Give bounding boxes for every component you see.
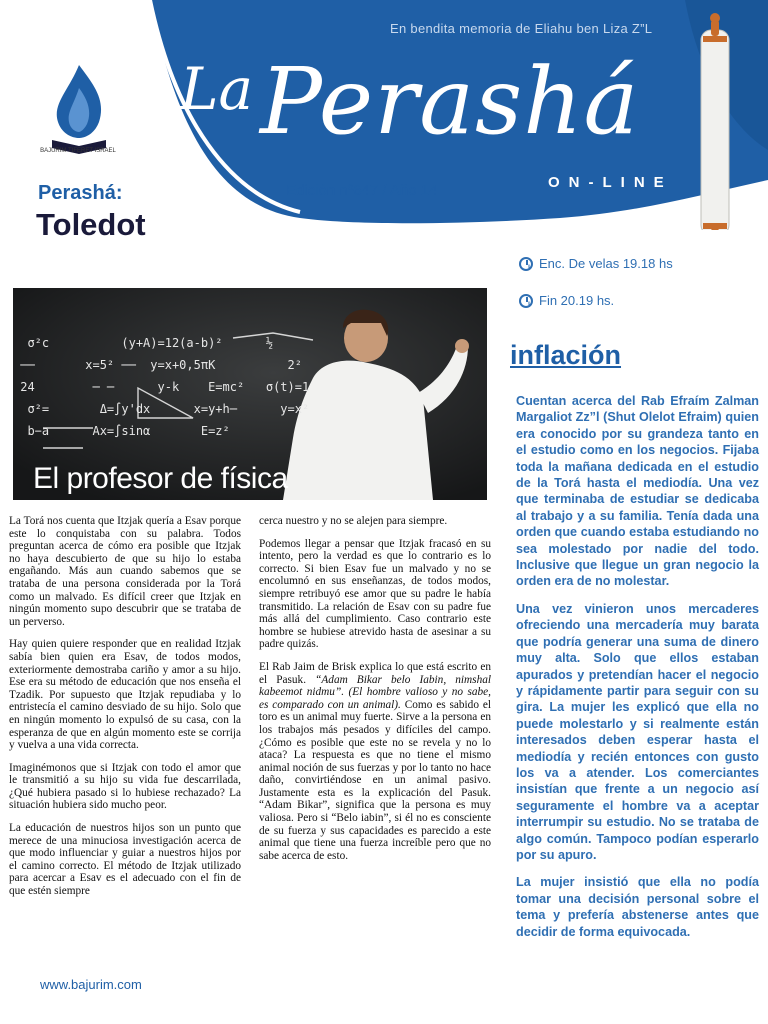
blackboard-formulas: σ²c (y+A)=12(a-b)² ½ ── x=5² ── y=x+0,5πK 2² 24 ─ ─ y-k E=mc² σ(t)=1 σ²= Δ=∫y'dx x=y+h─ y=x² b−a Ax=∫sinα E=z² <box>20 336 310 438</box>
perasha-label: Perashá: <box>38 182 123 204</box>
paragraph: Cuentan acerca del Rab Efraím Zalman Margaliot Zz”l (Shut Olelot Efraim) quien era conocido por su grandeza tanto en el estudio como en los negocios. Fijaba toda la mañana dedicada en el estudio de la Torá hasta el mediodía. Una vez que terminaba de estudiar se dedicaba al trabajo y a su familia. Tenía dada una orden que cuando estaba estudiando no sea molestado por nadie del todo. Inclusive que llegue un gran negocio la orden era de no molestar. <box>516 394 759 589</box>
edition-info: Edición nº647 / Año 14 <box>286 182 438 199</box>
candle-lighting-time <box>519 256 673 271</box>
side-article-body <box>516 393 759 951</box>
paragraph: La educación de nuestros hijos son un punto que merece de una minuciosa investigación acerca de que modo influenciar y guiar a nuestros hijos por el camino correcto. El método de Itzjak utilizado para acercar a Esav es el adecuado con el fin de que estén siempre <box>9 822 241 898</box>
paragraph: Una vez vinieron unos mercaderes ofreciendo una mercadería muy barata que podría generar una suma de dinero muy alta. Solo que ellos estaban apurados y pretendían hacer el negocio y rápidamente partir para seguir con su gira. La mujer les explicó que ella no puede molestarlo y si realmente están interesados deben esperar hasta el mediodía y recién entonces con gusto los va a atender. Los comerciantes insistían que frente a un negocio así seguramente el hombre va a aceptar interrumpir su estudio. No se trataba de algo común. Tampoco podían esperarlo por su apuro. <box>516 601 759 862</box>
online-label: ON-LINE <box>548 174 673 191</box>
clock-icon <box>519 257 533 271</box>
website-link[interactable]: www.bajurim.com <box>40 977 142 992</box>
article-column-1 <box>9 515 241 908</box>
paragraph: cerca nuestro y no se alejen para siempre. <box>259 515 448 527</box>
logo-la: La <box>180 55 254 123</box>
paragraph-text: Como es sabido el toro es un animal muy fuerte. Sirve a la persona en los trabajos más pesados y difíciles del campo. ¿Cómo es posible que este no se revela y no lo ataca? La respuesta es que no tiene el mismo animal noción de sus fuerzas y por lo tanto no hace daño, convirtiéndose en un animal pasivo. Justamente esta es la explicación del Pasuk. “Adam Bikar”, significa que la persona es muy valiosa. Pero si “Belo iabin”, si él no es consciente de su fuerza y sus capacidades es parecido a este animal que tiene una fuerza increíble pero que no sabe acerca de esto. <box>259 698 491 862</box>
quote-text: “Adam Bikar belo Iabin, nimshal kabeemot nidmu”. (El hombre valioso y no sabe, es comparado con un animal). <box>259 673 491 711</box>
paragraph: Imaginémonos que si Itzjak con todo el amor que le transmitió a su hijo su vida fue descarrilada, ¿Qué hubiera pasado si lo hubiese rechazado? La situación hubiera sido mucho peor. <box>9 761 241 812</box>
shabbat-end-text: Fin 20.19 hs. <box>539 293 615 308</box>
shabbat-end-time <box>519 293 614 308</box>
dedication-text: En bendita memoria de Eliahu ben Liza Z”L <box>390 21 653 36</box>
logo-perasha: Perashá <box>260 48 640 155</box>
photo-title: El profesor de física <box>33 462 288 495</box>
flame-logo-icon <box>44 60 114 155</box>
side-article-title: inflación <box>510 340 622 370</box>
paragraph: Hay quien quiere responder que en realidad Itzjak sabía bien quien era Esav, de todos modos, exteriormente demostraba cariño y amor a su hijo. Ese era su método de educación que nos enseña el Tzadik. Por supuesto que Itzjak repudiaba y lo entristecía el camino desviado de su hijo. Solo que en ningún momento lo expulsó de su casa, con la esperanza de que en algún momento este se corrija y vuelva a una vida correcta. <box>9 638 241 752</box>
perasha-name: Toledot <box>36 207 146 242</box>
article-column-2 <box>259 515 491 872</box>
paragraph: La Torá nos cuenta que Itzjak quería a Esav porque este lo conquistaba con su palabra. Todos preguntan acerca de cómo era posible que Itzjak no haya descubierto de que su hijo lo estaba engañando. Más aun cuando sabemos que se trataba de una persona considerada por la Torá como un malvado. Es difícil creer que Itzjak en ningún momento supo descubrir que se trataba de un perverso. <box>9 515 241 628</box>
candle-lighting-text: Enc. De velas 19.18 hs <box>539 256 673 271</box>
scroll-icon <box>701 13 729 230</box>
paragraph: Podemos llegar a pensar que Itzjak fracasó en su intento, pero la verdad es que lo contrario es lo correcto. Si bien Esav fue un malvado y no se encolumnó en sus enseñanzas, de todos modos, siempre retribuyó ese amor que su padre le había transmitido. La relación de Esav con su padre fue más allá del cumplimiento. Caso contrario este hombre se hubiese atrevido hasta de asesinar a su padre quizás. <box>259 537 491 651</box>
org-name: BAJURIM TIFERET ISRAEL <box>40 148 116 154</box>
paragraph <box>259 661 491 863</box>
paragraph: La mujer insistió que ella no podía tomar una decisión personal sobre el tema y prefería abstenerse antes que decidir de forma equivocada. <box>516 875 759 939</box>
paragraph-text: El Rab Jaim de Brisk explica lo que está escrito en el Pasuk. <box>259 660 491 686</box>
clock-icon <box>519 294 533 308</box>
